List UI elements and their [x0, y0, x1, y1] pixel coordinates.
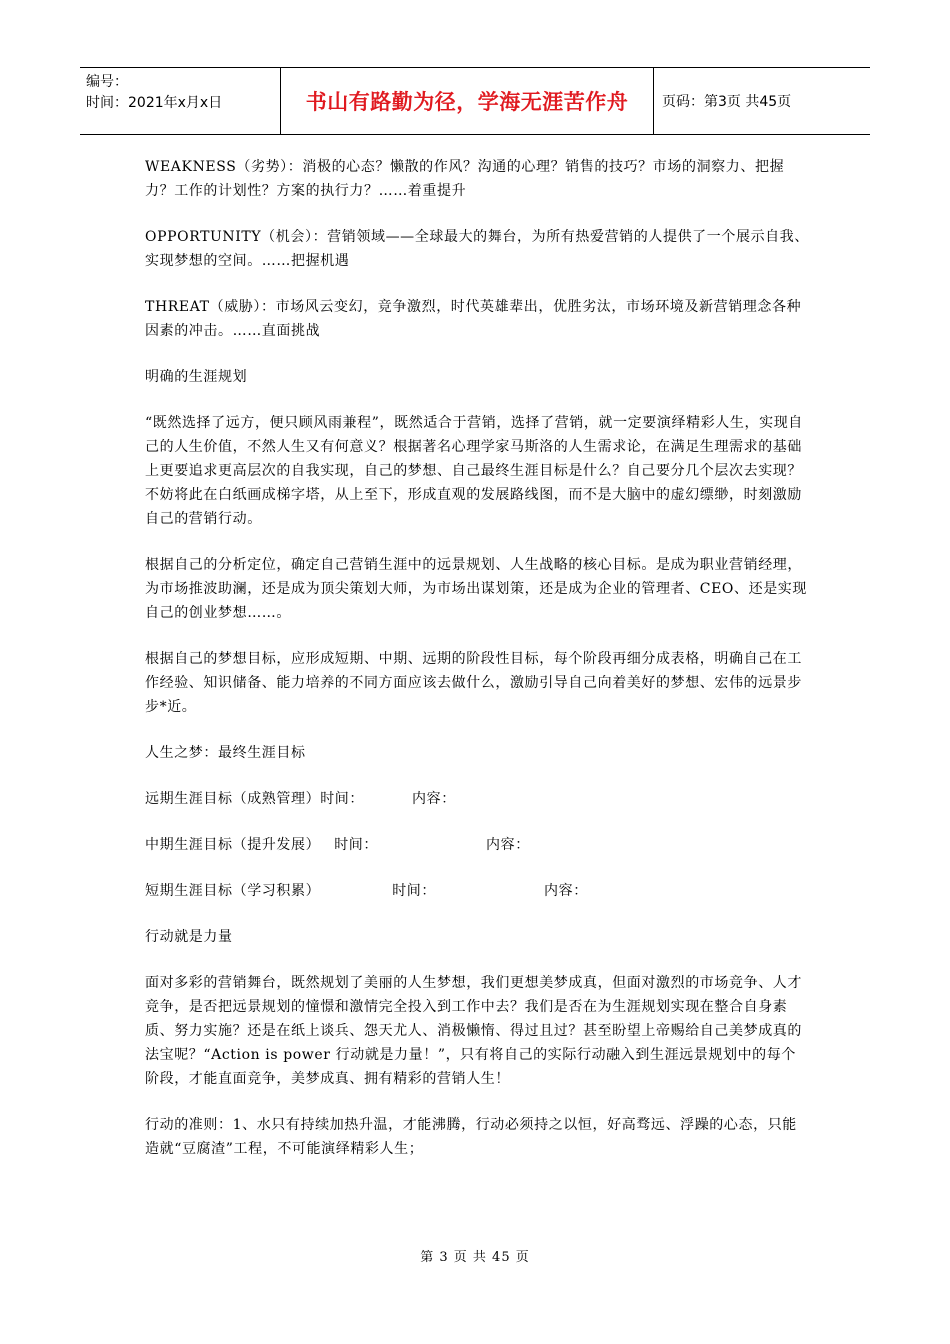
short-term-goal-row: [145, 879, 810, 903]
heading-career-plan: 明确的生涯规划: [145, 369, 248, 385]
heading-action: 行动就是力量: [145, 929, 233, 945]
time-label: 时间：2021年x月x日: [86, 95, 223, 111]
mid-term-time: 时间：: [334, 837, 379, 853]
short-term-time: 时间：: [392, 883, 437, 899]
number-label: 编号：: [86, 74, 128, 90]
page-footer: 第 3 页 共 45 页: [420, 1250, 530, 1265]
mid-term-content: 内容：: [486, 837, 530, 853]
paragraph-plan-2: 根据自己的分析定位，确定自己营销生涯中的远景规划、人生战略的核心目标。是成为职业营销经理，为市场推波助澜，还是成为顶尖策划大师，为市场出谋划策，还是成为企业的管理者、CEO、还是实现自己的创业梦想……。: [145, 557, 808, 621]
mid-term-label: 中期生涯目标（提升发展）: [145, 837, 321, 853]
paragraph-opportunity: OPPORTUNITY（机会）：营销领域——全球最大的舞台，为所有热爱营销的人提供了一个展示自我、实现梦想的空间。……把握机遇: [145, 229, 809, 269]
header-motto: 书山有路勤为径，学海无涯苦作舟: [280, 68, 654, 134]
mid-term-goal-row: [145, 833, 810, 857]
short-term-content: 内容：: [544, 883, 588, 899]
header-meta: [80, 68, 280, 134]
short-term-label: 短期生涯目标（学习积累）: [145, 883, 321, 899]
paragraph-plan-1: “既然选择了远方，便只顾风雨兼程”，既然适合于营销，选择了营销，就一定要演绎精彩人生，实现自己的人生价值，不然人生又有何意义？根据著名心理学家马斯洛的人生需求论，在满足生理需求的基础上更要追求更高层次的自我实现，自己的梦想、自己最终生涯目标是什么？自己要分几个层次去实现？不妨将此在白纸画成梯字塔，从上至下，形成直观的发展路线图，而不是大脑中的虚幻缥缈，时刻激励自己的营销行动。: [145, 415, 803, 527]
paragraph-action-2: 行动的准则：1、水只有持续加热升温，才能沸腾，行动必须持之以恒，好高骛远、浮躁的心态，只能造就“豆腐渣”工程，不可能演绎精彩人生；: [145, 1117, 797, 1157]
paragraph-weakness: WEAKNESS（劣势）：消极的心态？懒散的作风？沟通的心理？销售的技巧？市场的洞察力、把握力？工作的计划性？方案的执行力？……着重提升: [145, 159, 785, 199]
paragraph-action-1: 面对多彩的营销舞台，既然规划了美丽的人生梦想，我们更想美梦成真，但面对激烈的市场竞争、人才竞争，是否把远景规划的憧憬和激情完全投入到工作中去？我们是否在为生涯规划实现在整合自身素质、努力实施？还是在纸上谈兵、怨天尤人、消极懒惰、得过且过？甚至盼望上帝赐给自己美梦成真的法宝呢？“Action is power 行动就是力量！”，只有将自己的实际行动融入到生涯远景规划中的每个阶段，才能直面竞争，美梦成真、拥有精彩的营销人生！: [145, 975, 802, 1087]
paragraph-dream: 人生之梦：最终生涯目标: [145, 745, 306, 761]
paragraph-threat: THREAT（威胁）：市场风云变幻，竞争激烈，时代英雄辈出，优胜劣汰，市场环境及新营销理念各种因素的冲击。……直面挑战: [145, 299, 802, 339]
document-body: [145, 155, 810, 1183]
long-term-label: 远期生涯目标（成熟管理）时间：: [145, 791, 364, 807]
header-page-info: 页码：第3页 共45页: [662, 94, 792, 110]
document-header: [80, 67, 870, 135]
long-term-goal-row: [145, 787, 810, 811]
paragraph-plan-3: 根据自己的梦想目标，应形成短期、中期、远期的阶段性目标，每个阶段再细分成表格，明确自己在工作经验、知识储备、能力培养的不同方面应该去做什么，激励引导自己向着美好的梦想、宏伟的远景步步*近。: [145, 651, 802, 715]
long-term-content: 内容：: [412, 791, 456, 807]
